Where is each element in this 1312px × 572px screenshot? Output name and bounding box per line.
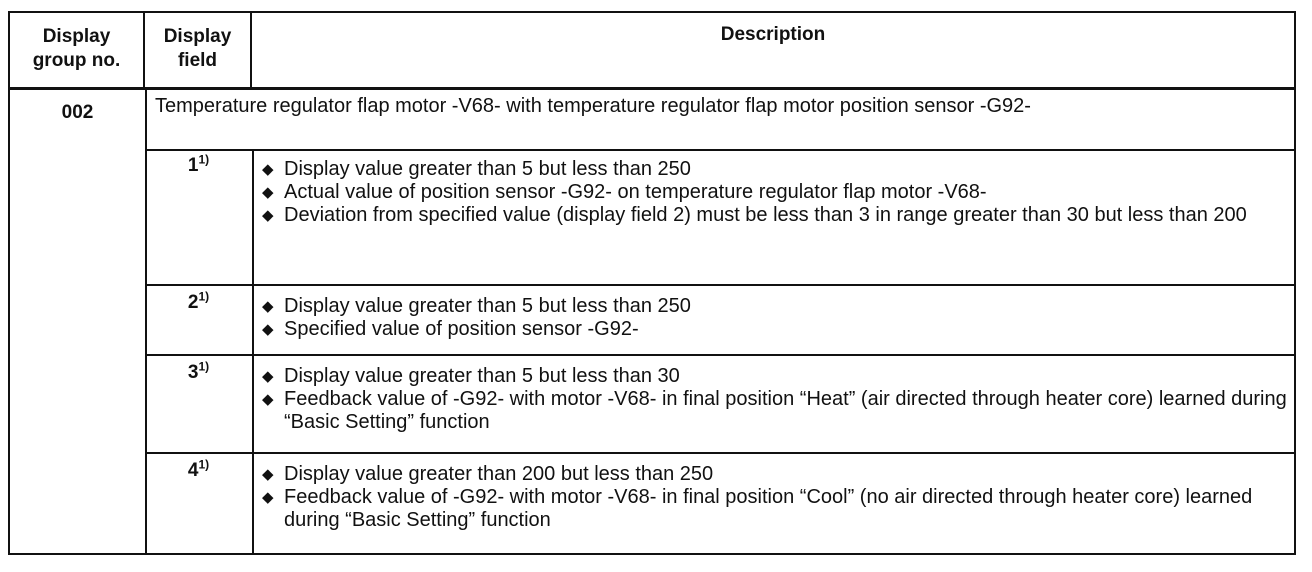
diamond-bullet-icon: ◆ <box>262 466 274 483</box>
diamond-bullet-icon: ◆ <box>262 207 274 224</box>
field-2-description <box>260 295 1290 341</box>
header-label: field <box>177 50 218 71</box>
field-number: 1 <box>187 155 199 176</box>
header-display-field <box>145 13 252 87</box>
column-divider <box>252 149 254 553</box>
row-divider <box>145 354 1294 356</box>
list-item: ◆ Deviation from specified value (display field 2) must be less than 3 in range greater than 30 but less than 200 <box>262 204 1247 226</box>
field-3-description <box>260 365 1290 434</box>
list-item: ◆ Specified value of position sensor -G92- <box>262 318 639 340</box>
field-number: 3 <box>187 362 199 383</box>
list-item: ◆ Actual value of position sensor -G92- on temperature regulator flap motor -V68- <box>262 181 987 203</box>
footnote-mark: 1) <box>198 457 210 472</box>
row-divider <box>145 284 1294 286</box>
footnote-mark: 1) <box>198 289 210 304</box>
header-display-group-no <box>10 13 145 87</box>
row-divider <box>145 149 1294 151</box>
row-divider <box>145 452 1294 454</box>
display-group-table <box>8 11 1296 555</box>
diamond-bullet-icon: ◆ <box>262 161 274 178</box>
field-1-description <box>260 158 1290 227</box>
footnote-mark: 1) <box>198 359 210 374</box>
list-item: ◆ Feedback value of -G92- with motor -V68- in final position “Cool” (no air directed through heater core) learned during “Basic Setting” function <box>262 486 1253 531</box>
footnote-mark: 1) <box>198 152 210 167</box>
field-number-2 <box>145 289 252 314</box>
group-number: 002 <box>61 102 94 123</box>
header-description: Description <box>720 24 826 45</box>
diamond-bullet-icon: ◆ <box>262 298 274 315</box>
diamond-bullet-icon: ◆ <box>262 391 274 408</box>
list-item: ◆ Display value greater than 5 but less than 250 <box>262 295 691 317</box>
field-number: 4 <box>187 460 199 481</box>
header-label: group no. <box>32 50 121 71</box>
diamond-bullet-icon: ◆ <box>262 368 274 385</box>
field-4-description <box>260 463 1290 532</box>
field-number: 2 <box>187 292 199 313</box>
field-number-4 <box>145 457 252 482</box>
field-number-3 <box>145 359 252 384</box>
diamond-bullet-icon: ◆ <box>262 184 274 201</box>
list-item: ◆ Display value greater than 200 but less than 250 <box>262 463 714 485</box>
field-number-1 <box>145 152 252 177</box>
list-item: ◆ Display value greater than 5 but less than 250 <box>262 158 691 180</box>
diamond-bullet-icon: ◆ <box>262 489 274 506</box>
list-item: ◆ Display value greater than 5 but less than 30 <box>262 365 680 387</box>
header-label: Display <box>163 26 232 47</box>
list-item: ◆ Feedback value of -G92- with motor -V68- in final position “Heat” (air directed through heater core) learned during “Basic Setting” function <box>262 388 1287 433</box>
group-title: Temperature regulator flap motor -V68- with temperature regulator flap motor position sensor -G92- <box>155 95 1031 117</box>
diamond-bullet-icon: ◆ <box>262 321 274 338</box>
header-label: Display <box>42 26 111 47</box>
table-header <box>10 13 1294 90</box>
